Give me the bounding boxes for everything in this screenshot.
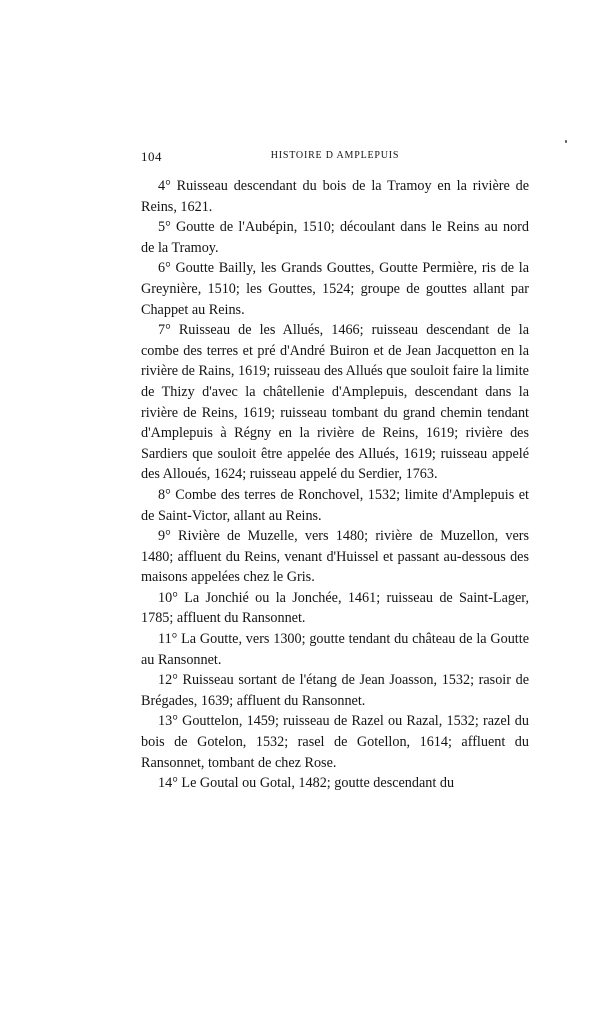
paragraph-11: 11° La Goutte, vers 1300; goutte tendant du château de la Goutte au Ransonnet. <box>141 631 529 668</box>
paragraph-12: 12° Ruisseau sortant de l'étang de Jean Joasson, 1532; rasoir de Brégades, 1639; affluent du Ransonnet. <box>141 672 529 709</box>
paragraph-9: 9° Rivière de Muzelle, vers 1480; rivière de Muzellon, vers 1480; affluent du Reins, venant d'Huissel et passant au-dessous des maisons appelées chez le Gris. <box>141 528 529 586</box>
page-number: 104 <box>141 149 162 164</box>
body-text <box>141 176 529 794</box>
paragraph-10: 10° La Jonchié ou la Jonchée, 1461; ruisseau de Saint-Lager, 1785; affluent du Ransonnet. <box>141 589 529 627</box>
paragraph-6: 6° Goutte Bailly, les Grands Gouttes, Goutte Permière, ris de la Greynière, 1510; les Gouttes, 1524; groupe de gouttes allant par Chappet au Reins. <box>141 260 529 318</box>
paragraph-7: 7° Ruisseau de les Allués, 1466; ruisseau descendant de la combe des terres et pré d'André Buiron et de Jean Jacquetton en la rivière de Rains, 1619; ruisseau des Allués que souloit faire la limite de Thizy d'avec la châtellenie d'Amplepuis, descendant dans la rivière de Reins, 1619; ruisseau tombant du grand chemin tendant d'Amplepuis à Régny en la rivière de Reins, 1619; rivière des Sardiers que souloit être appelée des Allués, 1619; ruisseau appelé des Alloués, 1624; ruisseau appelé du Serdier, 1763. <box>141 322 529 483</box>
page-header <box>141 149 529 169</box>
running-title: HISTOIRE D AMPLEPUIS <box>270 150 400 161</box>
paragraph-4: 4° Ruisseau descendant du bois de la Tramoy en la rivière de Reins, 1621. <box>141 178 529 215</box>
page-speck <box>565 140 567 143</box>
paragraph-14: 14° Le Goutal ou Gotal, 1482; goutte descendant du <box>158 775 455 792</box>
paragraph-5: 5° Goutte de l'Aubépin, 1510; découlant dans le Reins au nord de la Tramoy. <box>141 219 529 256</box>
paragraph-13: 13° Gouttelon, 1459; ruisseau de Razel ou Razal, 1532; razel du bois de Gotelon, 1532; rasel de Gotellon, 1614; affluent du Ransonnet, tombant de chez Rose. <box>141 713 529 771</box>
paragraph-8: 8° Combe des terres de Ronchovel, 1532; limite d'Amplepuis et de Saint-Victor, allant au Reins. <box>141 486 529 524</box>
